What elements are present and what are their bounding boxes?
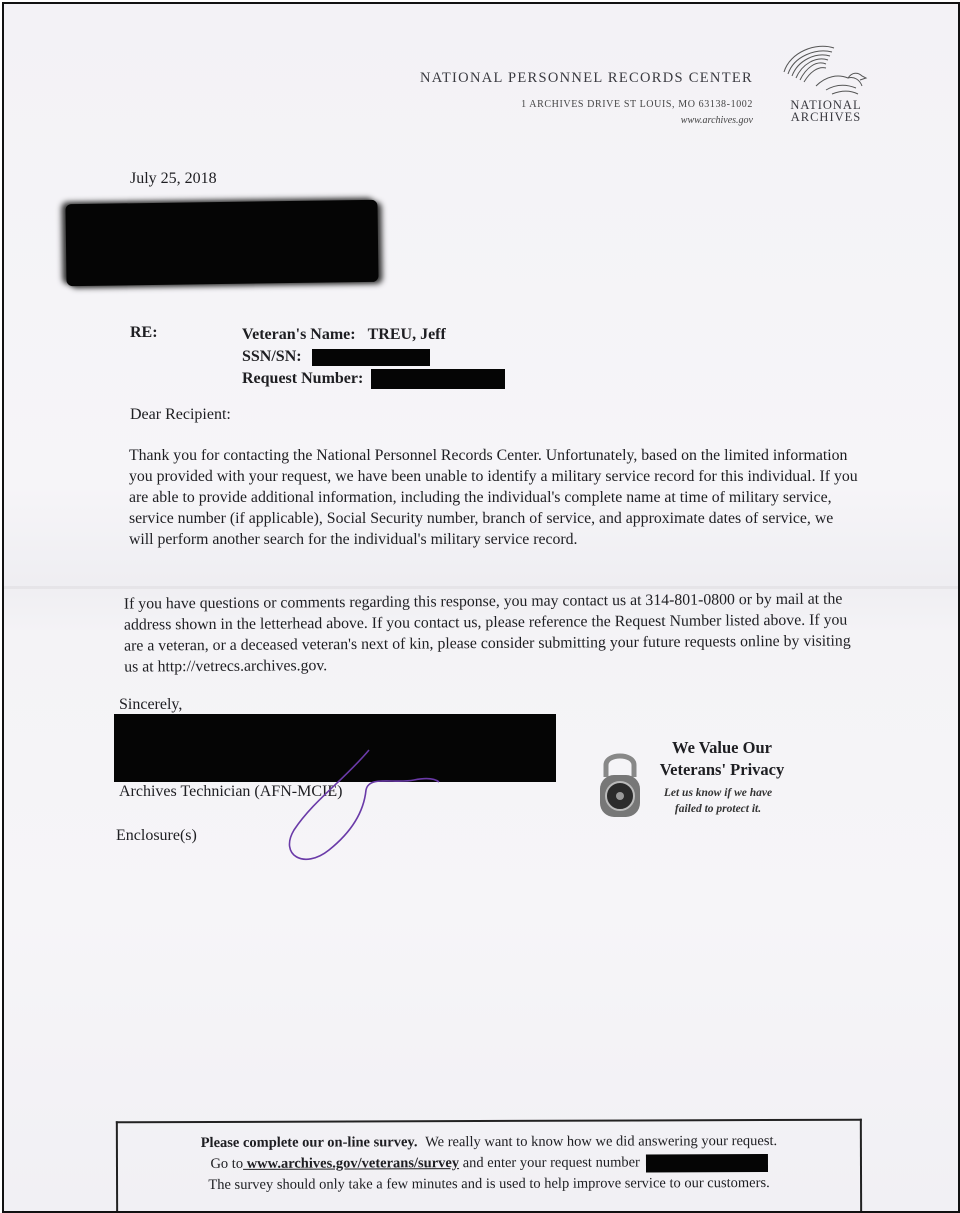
privacy-heading-line2: Veterans' Privacy [659,760,785,779]
signer-title: Archives Technician (AFN-MCIE) [119,783,343,800]
survey-line2-post: and enter your request number [459,1154,640,1172]
ssn-line [242,346,505,368]
survey-line-2 [118,1152,860,1176]
national-archives-logo [776,42,876,124]
privacy-sub-line1: Let us know if we have [663,787,773,799]
padlock-icon [598,747,642,819]
eagle-icon [776,42,876,100]
survey-line1-rest: We really want to know how we did answering your request. [425,1132,778,1151]
veteran-name-label: Veteran's Name: [242,326,356,343]
request-number-line [242,368,505,390]
body-paragraph-2: If you have questions or comments regarding this response, you may contact us at 314-801-0800 or by mail at the address shown in the letterhead above. If you contact us, please reference the Request Number listed above. If you are a veteran, or a deceased veteran's next of kin, please consider submitting your future requests online by visiting us at http://vetrecs.archives.gov. [123,590,851,676]
logo-text-national: NATIONAL [790,98,862,112]
salutation: Dear Recipient: [130,406,231,423]
closing: Sincerely, [119,696,183,713]
survey-heading: Please complete our on-line survey. [200,1134,418,1152]
privacy-heading-line1: We Value Our [672,738,772,757]
survey-line-3: The survey should only take a few minutes and is used to help improve service to our customers. [208,1175,770,1193]
body-paragraph-1: Thank you for contacting the National Personnel Records Center. Unfortunately, based on the limited information you provided with your request, we have been unable to identify a military service record for this individual. If you are able to provide additional information, including the individual's complete name at time of military service, service number (if applicable), Social Security number, branch of service, and approximate dates of service, we will perform another search for the individual's military service record. [129,447,858,548]
privacy-sub-line2: failed to protect it. [674,803,762,815]
redacted-address [65,200,378,286]
letterhead-website: www.archives.gov [680,115,753,126]
request-number-label: Request Number: [242,370,364,387]
survey-box [116,1119,862,1213]
logo-text-archives: ARCHIVES [790,110,862,124]
letterhead-org: NATIONAL PERSONNEL RECORDS CENTER [419,70,753,86]
redacted-ssn [312,349,430,366]
ssn-label: SSN/SN: [242,348,302,365]
redacted-request-number [371,369,505,389]
re-fields [242,324,505,390]
survey-goto: Go to [210,1155,244,1172]
survey-link[interactable]: www.archives.gov/veterans/survey [243,1155,460,1172]
handwritten-signature [274,680,444,870]
privacy-subtext [638,785,798,817]
letter-page [2,2,960,1213]
privacy-heading [642,737,802,781]
veteran-name-value: TREU, Jeff [367,326,446,343]
survey-line-1 [118,1131,860,1155]
letterhead [420,70,753,126]
veteran-name-line [242,324,505,346]
letterhead-address: 1 ARCHIVES DRIVE ST LOUIS, MO 63138-1002 [521,99,753,110]
letter-date: July 25, 2018 [130,170,217,187]
re-label: RE: [130,324,158,341]
enclosure-note: Enclosure(s) [116,827,197,844]
redacted-survey-request-number [645,1154,767,1172]
